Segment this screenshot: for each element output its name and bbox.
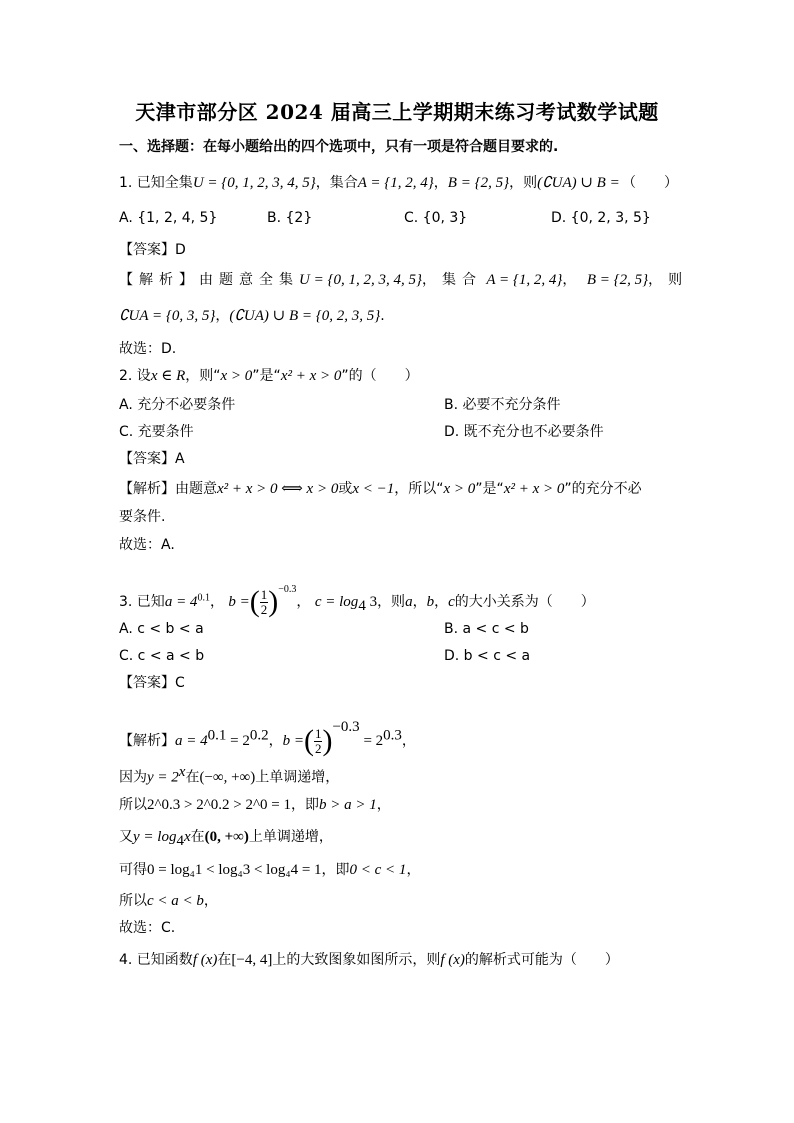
q1-sep: ，	[433, 175, 448, 191]
q1-solution-line2	[119, 306, 385, 326]
q3-l3-interval: (0, +∞)	[204, 829, 249, 845]
q1-answer-paren: （ ）	[622, 175, 678, 191]
q3-l2-text: 所以	[119, 797, 147, 813]
q1-choice: 故选：D.	[119, 341, 177, 357]
q3-a-def: a = 4	[164, 594, 198, 610]
q3-c-def: c = log	[314, 594, 359, 610]
q3-l2-expr2: b > a > 1	[319, 797, 377, 813]
q2-stem-text: 2. 设	[119, 368, 151, 384]
q3-sol-b-exp2: 0.3	[383, 727, 402, 744]
q3-sol-b2: = 2	[359, 733, 384, 749]
q2-stem-text2: ，则“	[185, 368, 221, 384]
q3-solution-line4	[119, 827, 333, 851]
q3-sol-a-exp2: 0.2	[249, 727, 269, 744]
q1-answer: 【答案】D	[119, 242, 186, 258]
q1-set-u: U = {0, 1, 2, 3, 4, 5}	[192, 175, 316, 191]
q3-sol-half-num: 1	[314, 725, 322, 741]
q2-stem-text3: ”是“	[252, 368, 281, 384]
q2-stem	[119, 366, 419, 386]
q3-sol-b-exp: −0.3	[332, 719, 360, 735]
q1-solution-text2: ，集合	[421, 272, 482, 288]
q3-l3-text: 又	[119, 829, 133, 845]
q3-solution-line3	[119, 795, 391, 815]
q3-l1-exp: x	[178, 764, 186, 780]
q3-sep: ，	[209, 594, 224, 610]
q2-cond3: x² + x > 0	[280, 368, 342, 384]
q1-stem	[119, 173, 678, 193]
q3-l1-text: 因为	[119, 769, 147, 786]
q3-l5-text2: ，	[203, 893, 218, 909]
q3-solution-line6	[119, 891, 218, 911]
q3-option-a: A. c < b < a	[119, 621, 204, 637]
q1-option-a: A. {1, 2, 4, 5}	[119, 210, 218, 226]
q3-l3-base: 4	[176, 832, 184, 849]
q3-l1-interval: (−∞, +∞)	[199, 769, 256, 786]
q4-func1: f (x)	[192, 952, 218, 968]
q1-complement: ∁UA = {0, 3, 5}	[119, 308, 216, 324]
q1-set-a: A = {1, 2, 4}	[357, 175, 434, 191]
q3-choice: 故选：C.	[119, 920, 176, 936]
q3-a-exp: 0.1	[197, 592, 210, 604]
q3-l3-text3: 上单调递增，	[248, 829, 333, 845]
q1-option-c: C. {0, 3}	[404, 210, 468, 226]
q1-period: .	[380, 308, 385, 324]
q3-b-def: b =	[228, 594, 250, 610]
q3-l2-text3: ，	[376, 797, 391, 813]
q3-right-paren: )	[268, 585, 279, 618]
q3-half-num: 1	[260, 586, 268, 602]
q3-sol-right-paren: )	[322, 724, 333, 757]
q3-half-den: 2	[260, 601, 268, 617]
q3-solution-line5	[119, 860, 420, 880]
q3-comma2: ，	[434, 594, 449, 610]
q3-sol-a2: = 2	[226, 733, 250, 749]
q4-stem	[119, 950, 619, 970]
q3-l2-expr: 2^0.3 > 2^0.2 > 2^0 = 1	[147, 797, 291, 813]
q3-l3-x: x	[183, 829, 191, 845]
q2-option-a: A. 充分不必要条件	[119, 397, 236, 413]
q1-set-b: B = {2, 5}	[447, 175, 510, 191]
q3-option-c: C. c < a < b	[119, 648, 205, 664]
q2-stem-text4: ”的（ ）	[341, 368, 419, 384]
q1-solution-text3: ，则	[648, 272, 689, 288]
q1-option-d: D. {0, 2, 3, 5}	[551, 210, 651, 226]
q3-sol-sep: ，	[268, 733, 283, 749]
q3-l2-text2: ，即	[291, 797, 319, 813]
q1-sep2: ，	[215, 308, 230, 324]
q3-l5-expr: c < a < b	[147, 893, 204, 909]
q3-var-b: b	[426, 594, 435, 610]
q3-sol-a-exp: 0.1	[207, 727, 227, 744]
q3-c-base: 4	[358, 597, 366, 614]
q2-answer: 【答案】A	[119, 451, 185, 467]
q3-sol-a: a = 4	[175, 733, 208, 749]
q1-solution-sep: ，	[562, 272, 583, 288]
q1-solution-set-u: U = {0, 1, 2, 3, 4, 5}	[299, 272, 422, 288]
q3-comma1: ，	[412, 594, 427, 610]
q1-expression: (∁UA) ∪ B =	[537, 175, 620, 191]
q3-solution-line2	[119, 762, 339, 788]
q2-solution-text3: ”是“	[475, 481, 504, 497]
q3-b-exp: −0.3	[278, 584, 297, 595]
q3-l4-expr2: 0 < c < 1	[349, 862, 407, 878]
q3-stem	[119, 575, 595, 621]
q3-sol-left-paren: (	[303, 724, 314, 757]
q2-solution-x: x > 0	[443, 481, 476, 497]
q1-stem-text3: ，则	[509, 175, 538, 191]
q3-half-fraction	[260, 588, 269, 617]
q3-var-a: a	[405, 594, 413, 610]
q2-solution-line2: 要条件.	[119, 509, 166, 525]
q2-solution-line1	[119, 479, 642, 499]
q2-choice: 故选：A.	[119, 537, 175, 553]
page-title: 天津市部分区 2024 届高三上学期期末练习考试数学试题	[135, 100, 659, 124]
q1-stem-text2: ，集合	[315, 175, 358, 191]
q1-solution-set-a: A = {1, 2, 4}	[486, 272, 563, 288]
q1-solution-text: 【解析】由题意全集	[119, 272, 299, 288]
q3-sol-half-den: 2	[314, 740, 322, 756]
q2-solution-expr2: x < −1	[352, 481, 395, 497]
q2-solution-or: 或	[338, 481, 353, 497]
section-heading: 一、选择题：在每小题给出的四个选项中，只有一项是符合题目要求的.	[119, 139, 559, 155]
q3-stem-text3: 的大小关系为（ ）	[454, 594, 595, 610]
q3-sol-sep2: ，	[401, 733, 416, 749]
q1-union-result: (∁UA) ∪ B = {0, 2, 3, 5}	[229, 308, 381, 324]
q1-solution-set-b: B = {2, 5}	[586, 272, 649, 288]
q4-stem-text4: 的解析式可能为（ ）	[464, 952, 619, 968]
q2-solution-text: 【解析】由题意	[119, 481, 217, 497]
q2-solution-x2: x² + x > 0	[503, 481, 565, 497]
q2-solution-text2: ，所以“	[394, 481, 444, 497]
q4-func2: f (x)	[440, 952, 465, 968]
q3-solution-line1	[119, 712, 416, 756]
q2-option-d: D. 既不充分也不必要条件	[444, 424, 604, 440]
q2-cond2: x > 0	[220, 368, 253, 384]
q3-l4-text2: ，即	[321, 862, 350, 878]
q3-c-arg: 3	[365, 594, 378, 610]
q2-cond1: x ∈ R	[150, 368, 186, 384]
q3-l4-expr: 0 = log₄1 < log₄3 < log₄4 = 1	[147, 862, 322, 878]
q3-var-c: c	[448, 594, 455, 610]
q3-left-paren: (	[249, 585, 260, 618]
q3-stem-text2: ，则	[377, 594, 406, 610]
q4-stem-text2: 在	[217, 952, 232, 968]
q1-solution-line1	[119, 270, 689, 290]
q3-sep2: ，	[296, 594, 311, 610]
q3-l3-text2: 在	[190, 829, 205, 845]
q3-l1-text3: 上单调递增，	[255, 769, 340, 786]
q2-option-c: C. 充要条件	[119, 424, 194, 440]
q3-sol-b: b =	[282, 733, 304, 749]
q3-solution-label: 【解析】	[119, 733, 175, 749]
q3-option-b: B. a < c < b	[444, 621, 529, 637]
q1-stem-text: 1. 已知全集	[119, 175, 193, 191]
q3-stem-text: 3. 已知	[119, 594, 165, 610]
q4-interval: [−4, 4]	[231, 952, 273, 968]
q3-answer: 【答案】C	[119, 675, 185, 691]
q4-stem-text3: 上的大致图象如图所示，则	[272, 952, 441, 968]
q3-l4-text: 可得	[119, 862, 147, 878]
q3-l5-text: 所以	[119, 893, 147, 909]
q3-option-d: D. b < c < a	[444, 648, 531, 664]
q3-l4-text3: ，	[406, 862, 421, 878]
q1-option-b: B. {2}	[267, 210, 313, 226]
q2-solution-text4: ”的充分不必	[564, 481, 642, 497]
q2-solution-expr: x² + x > 0 ⟺ x > 0	[217, 481, 339, 497]
q2-option-b: B. 必要不充分条件	[444, 397, 561, 413]
q3-l3-func: y = log	[133, 829, 177, 845]
q3-l1-text2: 在	[185, 769, 200, 786]
q3-l1-func: y = 2	[147, 769, 179, 786]
q4-stem-text: 4. 已知函数	[119, 952, 193, 968]
